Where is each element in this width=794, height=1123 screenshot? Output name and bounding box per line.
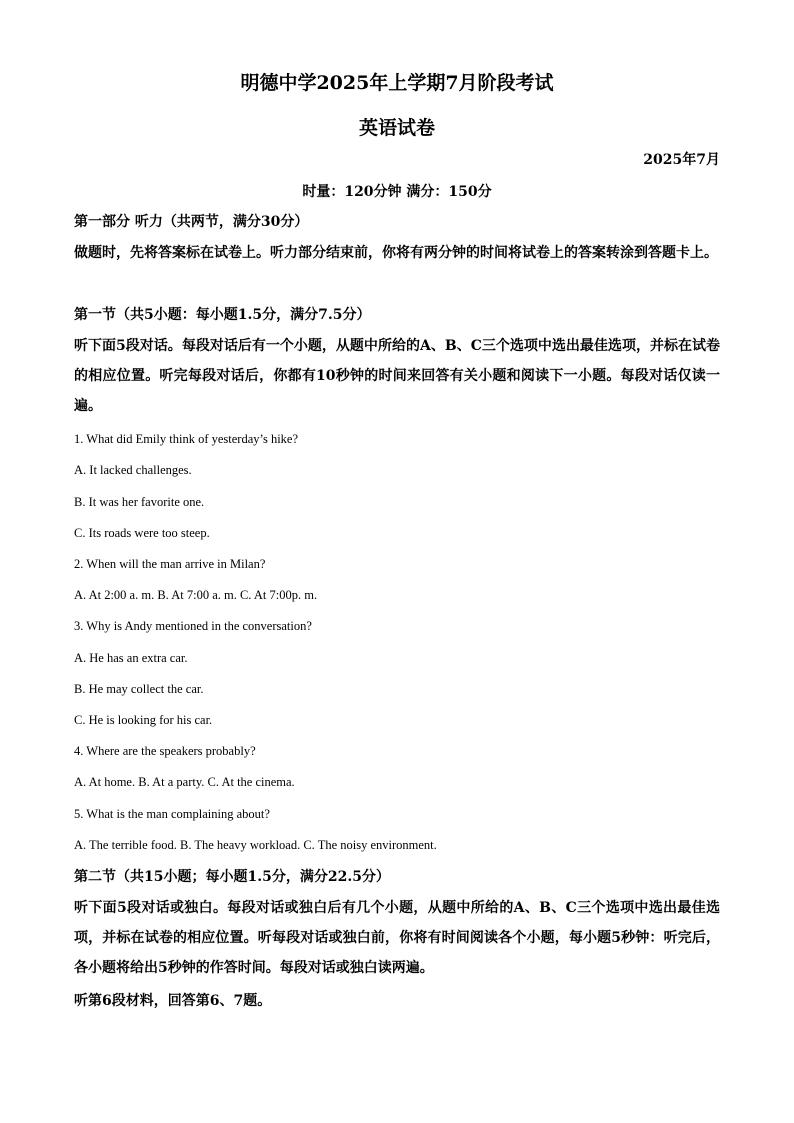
option-line: A. He has an extra car. [74,651,188,665]
option-line: B. He may collect the car. [74,682,204,696]
section1-instruction: 听下面5段对话。每段对话后有一个小题，从题中所给的A、B、C三个选项中选出最佳选项，并标在试卷的相应位置。听完每段对话后，你都有10秒钟的时间来回答有关小题和阅读下一小题。每段对话仅读一遍。 [74,338,720,414]
exam-title: 明德中学2025年上学期7月阶段考试 [240,72,554,94]
question-2: 2. When will the man arrive in Milan? [74,557,266,571]
time-and-score: 时量：120分钟 满分：150分 [302,184,492,200]
question-3: 3. Why is Andy mentioned in the conversation? [74,619,312,633]
question-1: 1. What did Emily think of yesterday’s hike? [74,432,299,446]
option-line: A. It lacked challenges. [74,463,192,477]
section1-heading: 第一节（共5小题：每小题1.5分，满分7.5分） [74,307,371,323]
option-line: C. He is looking for his car. [74,713,213,727]
question-5: 5. What is the man complaining about? [74,807,270,821]
option-line: A. The terrible food. B. The heavy workload. C. The noisy environment. [74,838,437,852]
option-line: C. Its roads were too steep. [74,526,210,540]
option-line: A. At 2:00 a. m. B. At 7:00 a. m. C. At 7:00p. m. [74,588,318,602]
material-6-prompt: 听第6段材料，回答第6、7题。 [74,993,272,1009]
exam-subtitle: 英语试卷 [358,117,435,139]
option-line: A. At home. B. At a party. C. At the cinema. [74,775,295,789]
exam-date: 2025年7月 [643,152,720,168]
part1-instruction: 做题时，先将答案标在试卷上。听力部分结束前，你将有两分钟的时间将试卷上的答案转涂到答题卡上。 [74,245,718,261]
section2-heading: 第二节（共15小题；每小题1.5分，满分22.5分） [74,869,390,885]
option-line: B. It was her favorite one. [74,495,205,509]
section2-instruction: 听下面5段对话或独白。每段对话或独白后有几个小题，从题中所给的A、B、C三个选项中选出最佳选项，并标在试卷的相应位置。听每段对话或独白前，你将有时间阅读各个小题，每小题5秒钟：听完后，各小题将给出5秒钟的作答时间。每段对话或独白读两遍。 [74,900,720,976]
question-4: 4. Where are the speakers probably? [74,744,256,758]
part1-heading: 第一部分 听力（共两节，满分30分） [74,214,309,230]
